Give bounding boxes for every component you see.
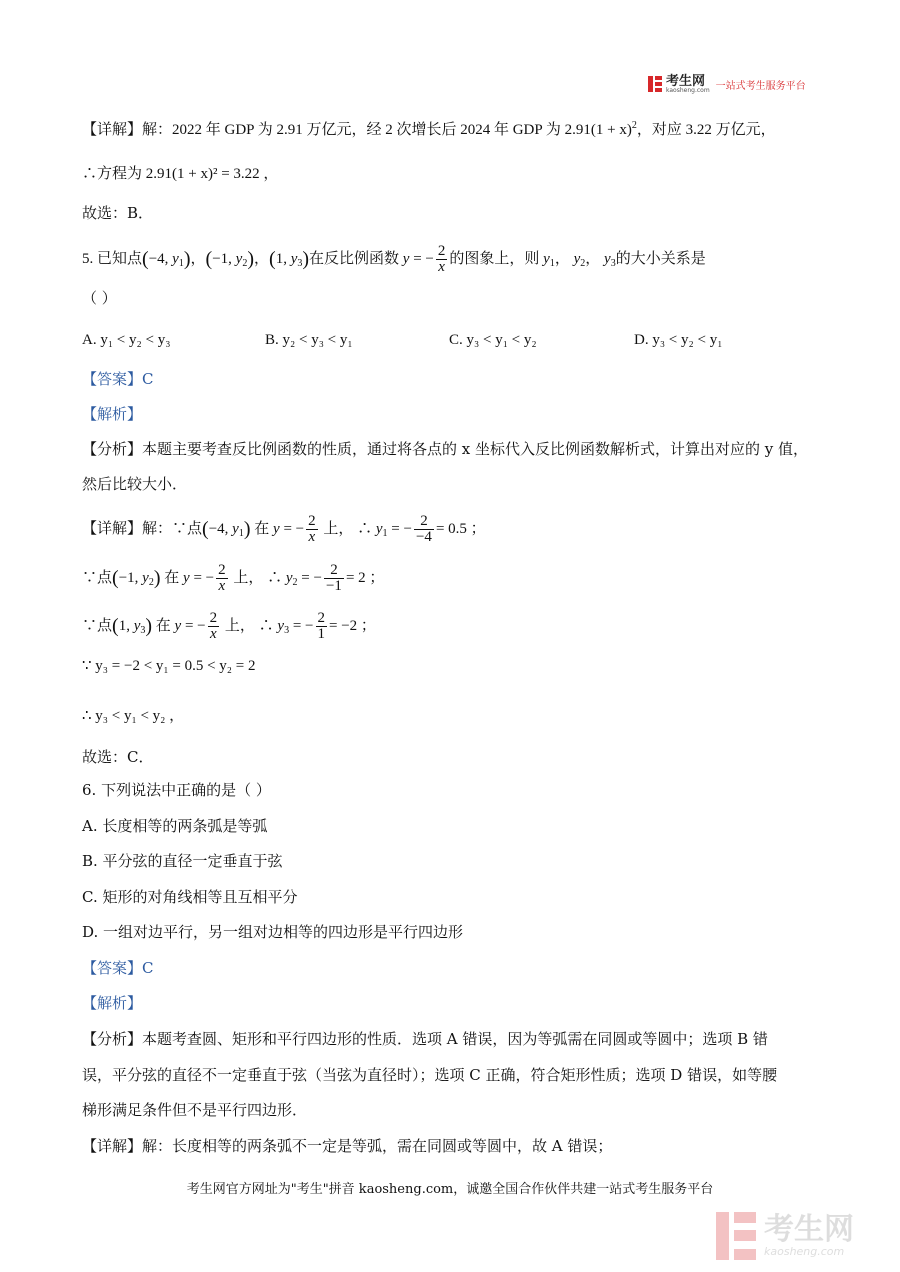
watermark-logo-icon [716, 1212, 756, 1260]
header-brand-name: 考生网 [666, 73, 706, 89]
q5-options [82, 329, 802, 351]
q6-option-d[interactable]: D. 一组对边平行，另一组对边相等的四边形是平行四边形 [82, 923, 464, 941]
q5-option-c[interactable]: C. y₃ < y₁ < y₂ [449, 332, 537, 348]
header-slogan: 一站式考生服务平台 [715, 80, 806, 92]
q5-detail-line3: ∵点(1, $y_3$) 在 y = − $\frac{2}{x}$ 上， ∴ $y_3$ = − $\frac{2}{1}$ = −2 ； [82, 610, 376, 642]
q5-detail-line2: ∵点(−1, $y_2$) 在 y = − $\frac{2}{x}$ 上， ∴ $y_2$ = − $\frac{2}{-1}$ = 2 ； [82, 562, 385, 594]
q6-fenxi-line2: 误，平分弦的直径不一定垂直于弦（当弦为直径时）；选项 C 正确，符合矩形性质；选项 D 错误，如等腰 [82, 1066, 778, 1084]
header-site: kaosheng.com [666, 86, 710, 94]
q4-detail-line1: 【详解】解：2022 年 GDP 为 2.91 万亿元，经 2 次增长后 2024 年 GDP 为 $2.91(1 + x)^2$，对应 3.22 万亿元， [82, 120, 776, 138]
q6-option-c[interactable]: C. 矩形的对角线相等且互相平分 [82, 888, 298, 906]
header-logo[interactable] [648, 74, 806, 94]
q5-fenxi-line1: 【分析】本题主要考查反比例函数的性质，通过将各点的 x 坐标代入反比例函数解析式，计算出对应的 y 值， [82, 440, 809, 458]
q5-stem: 5. 已知点(−4, $y_1$)，(−1, $y_2$)，(1, $y_3$)在反比例函数 y = − $\frac{2}{x}$ 的图象上，则 $y_1$， $y_2$， $y_3$的大小关系是 [82, 243, 706, 275]
q5-paren: （ ） [82, 289, 117, 307]
watermark-site: kaosheng.com [764, 1244, 845, 1258]
q5-option-d[interactable]: D. y₃ < y₂ < y₁ [634, 332, 723, 348]
q6-analysis-label: 【解析】 [82, 994, 143, 1012]
brand-logo-icon [648, 76, 662, 92]
q5-option-a[interactable]: A. y₁ < y₂ < y₃ [82, 332, 171, 348]
q5-analysis-label: 【解析】 [82, 405, 143, 423]
q5-option-b[interactable]: B. y₂ < y₃ < y₁ [265, 332, 353, 348]
q6-detail-line1: 【详解】解：长度相等的两条弧不一定是等弧，需在同圆或等圆中，故 A 错误； [82, 1137, 613, 1155]
q6-fenxi-line1: 【分析】本题考查圆、矩形和平行四边形的性质．选项 A 错误，因为等弧需在同圆或等圆中；选项 B 错 [82, 1030, 768, 1048]
q4-choice: 故选：B． [82, 204, 154, 222]
watermark [716, 1212, 854, 1260]
page-footer: 考生网官方网址为"考生"拼音 kaosheng.com，诚邀全国合作伙伴共建一站式考生服务平台 [186, 1182, 714, 1197]
q6-option-b[interactable]: B. 平分弦的直径一定垂直于弦 [82, 852, 283, 870]
q5-answer: 【答案】C [82, 370, 154, 388]
q5-choice: 故选：C． [82, 748, 154, 766]
q6-option-a[interactable]: A. 长度相等的两条弧是等弧 [82, 817, 268, 835]
q6-fenxi-line3: 梯形满足条件但不是平行四边形． [82, 1101, 308, 1119]
watermark-brand: 考生网 [764, 1211, 854, 1247]
q4-equation: ∴方程为 2.91(1 + x)² = 3.22 ， [82, 166, 279, 182]
q5-detail-line4: ∵ y₃ = −2 < y₁ = 0.5 < y₂ = 2 [82, 658, 256, 674]
q6-stem: 6. 下列说法中正确的是（ ） [82, 781, 271, 799]
q5-fenxi-line2: 然后比较大小． [82, 475, 188, 493]
q5-detail-line1: 【详解】解：∵点(−4, $y_1$) 在 y = − $\frac{2}{x}$ 上， ∴ $y_1$ = − $\frac{2}{-4}$ = 0.5 ； [82, 513, 486, 545]
q5-detail-line5: ∴ y₃ < y₁ < y₂ ， [82, 708, 185, 724]
q6-answer: 【答案】C [82, 959, 154, 977]
